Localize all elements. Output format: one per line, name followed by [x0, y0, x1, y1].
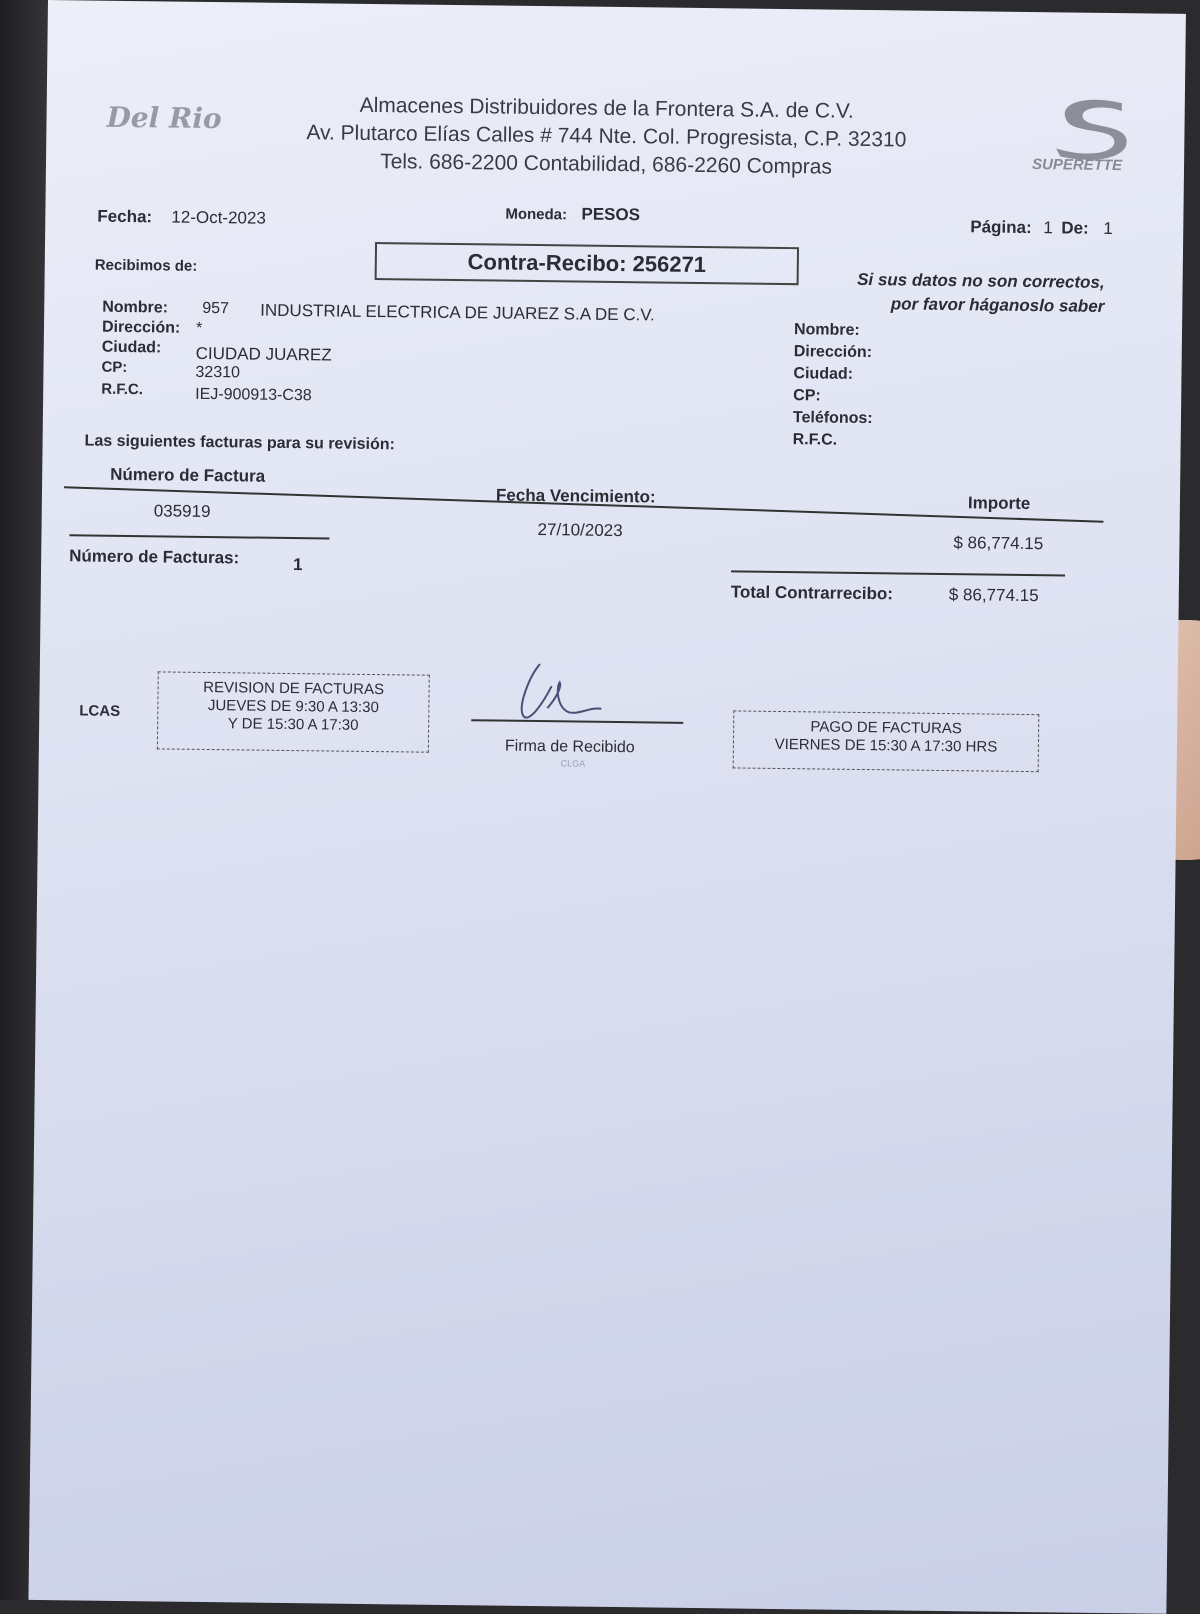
- signature: [499, 646, 610, 727]
- supplier-rfc: IEJ-900913-C38: [195, 385, 312, 405]
- fecha-label: Fecha:: [97, 206, 153, 227]
- pagina-label: Página:: [970, 217, 1032, 238]
- firma-small: CLGA: [560, 758, 586, 769]
- pago-line1: PAGO DE FACTURAS: [810, 718, 962, 738]
- company-phones: Tels. 686-2200 Contabilidad, 686-2260 Compras: [380, 150, 833, 179]
- invoices-intro: Las siguientes facturas para su revisión:: [84, 432, 396, 454]
- supplier-rfc-label: R.F.C.: [101, 380, 144, 399]
- del-rio-logo: [104, 101, 235, 163]
- company-header: [286, 91, 927, 183]
- col-fecha-vencimiento: Fecha Vencimiento:: [495, 485, 656, 507]
- moneda-value: PESOS: [581, 204, 641, 225]
- correction-cp-label: CP:: [793, 387, 821, 405]
- moneda-label: Moneda:: [505, 205, 568, 224]
- superette-logo: [1026, 90, 1157, 182]
- lcas-label: LCAS: [79, 702, 121, 720]
- supplier-direccion-label: Dirección:: [101, 318, 181, 337]
- pago-box: [733, 710, 1040, 772]
- recibimos-label: Recibimos de:: [94, 256, 198, 275]
- total-label: Total Contrarrecibo:: [730, 582, 894, 604]
- revision-line2: JUEVES DE 9:30 A 13:30: [207, 697, 379, 717]
- del-rio-logo-word1: Del Rio: [106, 100, 222, 136]
- supplier-ciudad-label: Ciudad:: [101, 338, 162, 357]
- correction-telefonos-label: Teléfonos:: [792, 409, 873, 428]
- col-importe: Importe: [967, 493, 1031, 514]
- signature-stroke: [522, 664, 602, 719]
- supplier-direccion: *: [195, 319, 203, 337]
- pagina-value: 1: [1043, 218, 1053, 238]
- correction-nombre-label: Nombre:: [793, 321, 860, 339]
- company-address: Av. Plutarco Elías Calles # 744 Nte. Col. Progresista, C.P. 32310: [306, 121, 907, 152]
- receipt-paper: [28, 0, 1185, 1614]
- correction-notice: [804, 267, 1105, 319]
- supplier-cp-label: CP:: [101, 358, 128, 376]
- supplier-codigo: 957: [202, 299, 230, 318]
- invoice-count: 1: [293, 555, 303, 575]
- de-value: 1: [1103, 218, 1113, 239]
- company-name: Almacenes Distribuidores de la Frontera S.A. de C.V.: [359, 93, 854, 123]
- correction-ciudad-label: Ciudad:: [793, 365, 854, 383]
- col-numero-factura: Número de Factura: [110, 464, 266, 486]
- correction-rfc-label: R.F.C.: [792, 431, 838, 449]
- supplier-nombre-label: Nombre:: [102, 298, 169, 317]
- invoice-numero: 035919: [153, 501, 211, 522]
- correction-direccion-label: Dirección:: [793, 343, 873, 362]
- supplier-ciudad: CIUDAD JUAREZ: [195, 343, 332, 365]
- contra-recibo-box: Contra-Recibo: 256271: [375, 242, 799, 285]
- total-value: $ 86,774.15: [948, 585, 1039, 606]
- revision-box: [157, 671, 430, 752]
- total-rule: [731, 570, 1065, 576]
- revision-line1: REVISION DE FACTURAS: [203, 678, 385, 699]
- fecha-value: 12-Oct-2023: [171, 207, 266, 228]
- count-rule: [69, 534, 329, 539]
- invoice-importe: $ 86,774.15: [953, 533, 1044, 554]
- de-label: De:: [1061, 218, 1089, 238]
- revision-line3: Y DE 15:30 A 17:30: [227, 715, 359, 734]
- superette-s-icon: [1056, 99, 1127, 160]
- supplier-cp: 32310: [195, 363, 241, 382]
- invoice-fecha: 27/10/2023: [537, 520, 623, 541]
- supplier-nombre: INDUSTRIAL ELECTRICA DE JUAREZ S.A DE C.V.: [260, 300, 655, 325]
- pago-line2: VIERNES DE 15:30 A 17:30 HRS: [774, 735, 998, 756]
- superette-logo-text: SUPERETTE: [1031, 156, 1123, 175]
- invoice-count-label: Número de Facturas:: [69, 546, 240, 568]
- firma-label: Firma de Recibido: [504, 737, 635, 757]
- notice-line2: por favor háganoslo saber: [890, 294, 1105, 316]
- notice-line1: Si sus datos no son correctos,: [857, 269, 1105, 292]
